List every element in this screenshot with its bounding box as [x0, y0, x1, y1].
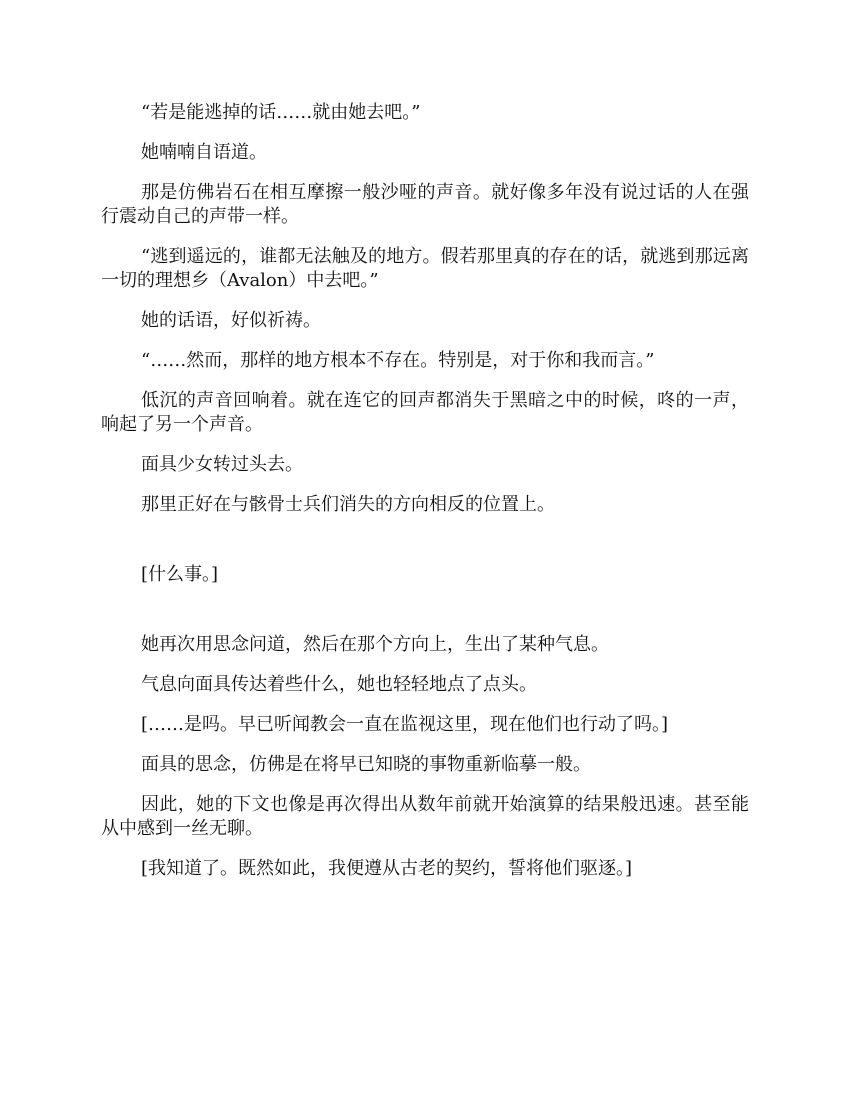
paragraph-3: 那是仿佛岩石在相互摩擦一般沙哑的声音。就好像多年没有说过话的人在强行震动自己的声带一样。 [101, 182, 749, 227]
paragraph-13: [……是吗。早已听闻教会一直在监视这里，现在他们也行动了吗。] [141, 714, 669, 735]
paragraph-7: 低沉的声音回响着。就在连它的回声都消失于黑暗之中的时候，咚的一声，响起了另一个声音。 [101, 390, 749, 435]
paragraph-15: 因此，她的下文也像是再次得出从数年前就开始演算的结果般迅速。甚至能从中感到一丝无聊。 [101, 794, 749, 839]
paragraph-14: 面具的思念，仿佛是在将早已知晓的事物重新临摹一般。 [141, 754, 591, 775]
paragraph-5: 她的话语，好似祈祷。 [141, 310, 321, 331]
paragraph-6: “……然而，那样的地方根本不存在。特别是，对于你和我而言。” [141, 350, 655, 371]
paragraph-11: 她再次用思念问道，然后在那个方向上，生出了某种气息。 [141, 634, 609, 655]
paragraph-8: 面具少女转过头去。 [141, 454, 303, 475]
paragraph-1: “若是能逃掉的话……就由她去吧。” [141, 102, 421, 123]
section-gap [101, 533, 749, 563]
section-gap [101, 603, 749, 633]
paragraph-4: “逃到遥远的，谁都无法触及的地方。假若那里真的存在的话，就逃到那远离一切的理想乡（Avalon）中去吧。” [101, 246, 749, 291]
paragraph-9: 那里正好在与骸骨士兵们消失的方向相反的位置上。 [141, 494, 555, 515]
paragraph-12: 气息向面具传达着些什么，她也轻轻地点了点头。 [141, 674, 537, 695]
paragraph-16: [我知道了。既然如此，我便遵从古老的契约，誓将他们驱逐。] [141, 858, 633, 879]
document-body [101, 101, 749, 897]
paragraph-10: [什么事。] [141, 564, 219, 585]
paragraph-2: 她喃喃自语道。 [141, 142, 267, 163]
